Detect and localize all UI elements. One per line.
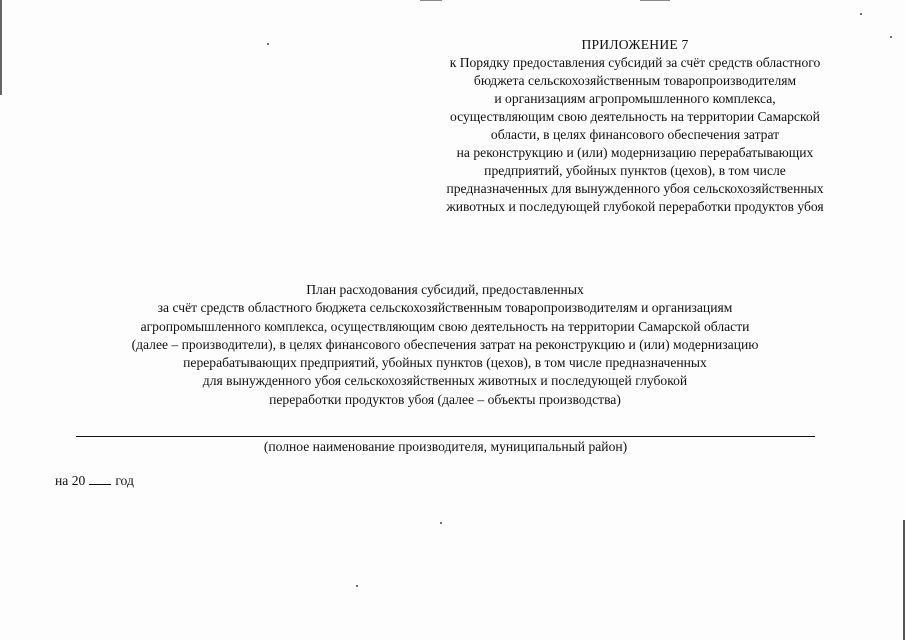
plan-line: (далее – производители), в целях финансового обеспечения затрат на реконструкцию и (или) модернизацию xyxy=(131,336,759,352)
appendix-title: ПРИЛОЖЕНИЕ 7 xyxy=(581,37,689,52)
plan-heading xyxy=(60,281,830,409)
year-prefix: на 20 xyxy=(55,473,86,488)
appendix-line: осуществляющим свою деятельность на территории Самарской xyxy=(450,109,820,124)
year-blank xyxy=(89,472,111,485)
appendix-line: области, в целях финансового обеспечения затрат xyxy=(490,127,780,142)
appendix-line: животных и последующей глубокой переработки продуктов убоя xyxy=(446,199,824,214)
scan-speck xyxy=(440,522,442,524)
plan-line: перерабатывающих предприятий, убойных пунктов (цехов), в том числе предназначенных xyxy=(183,355,707,371)
plan-line: для вынужденного убоя сельскохозяйственных животных и последующей глубокой xyxy=(202,373,688,389)
appendix-line: на реконструкцию и (или) модернизацию перерабатывающих xyxy=(456,145,814,160)
appendix-line: и организациям агропромышленного комплекса, xyxy=(494,91,776,106)
scan-edge-top xyxy=(420,0,442,1)
scan-edge-top xyxy=(640,0,670,1)
producer-name-line xyxy=(76,436,815,437)
scan-edge-left xyxy=(0,0,2,95)
year-suffix: год xyxy=(115,473,134,488)
appendix-line: предприятий, убойных пунктов (цехов), в том числе xyxy=(484,163,786,178)
scan-speck xyxy=(267,43,269,45)
scan-speck xyxy=(356,585,358,587)
plan-line: за счёт средств областного бюджета сельскохозяйственным товаропроизводителям и организациям xyxy=(157,300,733,316)
plan-line: переработки продуктов убоя (далее – объекты производства) xyxy=(269,391,621,407)
plan-line: агропромышленного комплекса, осуществляющим свою деятельность на территории Самарской области xyxy=(140,318,750,334)
appendix-line: к Порядку предоставления субсидий за счёт средств областного xyxy=(449,55,821,70)
producer-caption: (полное наименование производителя, муниципальный район) xyxy=(263,439,628,454)
appendix-line: предназначенных для вынужденного убоя сельскохозяйственных xyxy=(446,181,824,196)
scan-speck xyxy=(890,36,892,38)
appendix-header xyxy=(405,36,865,216)
plan-line: План расходования субсидий, предоставленных xyxy=(306,282,584,297)
scan-speck xyxy=(860,13,862,15)
year-row xyxy=(55,472,134,490)
appendix-line: бюджета сельскохозяйственным товаропроизводителям xyxy=(473,73,797,88)
